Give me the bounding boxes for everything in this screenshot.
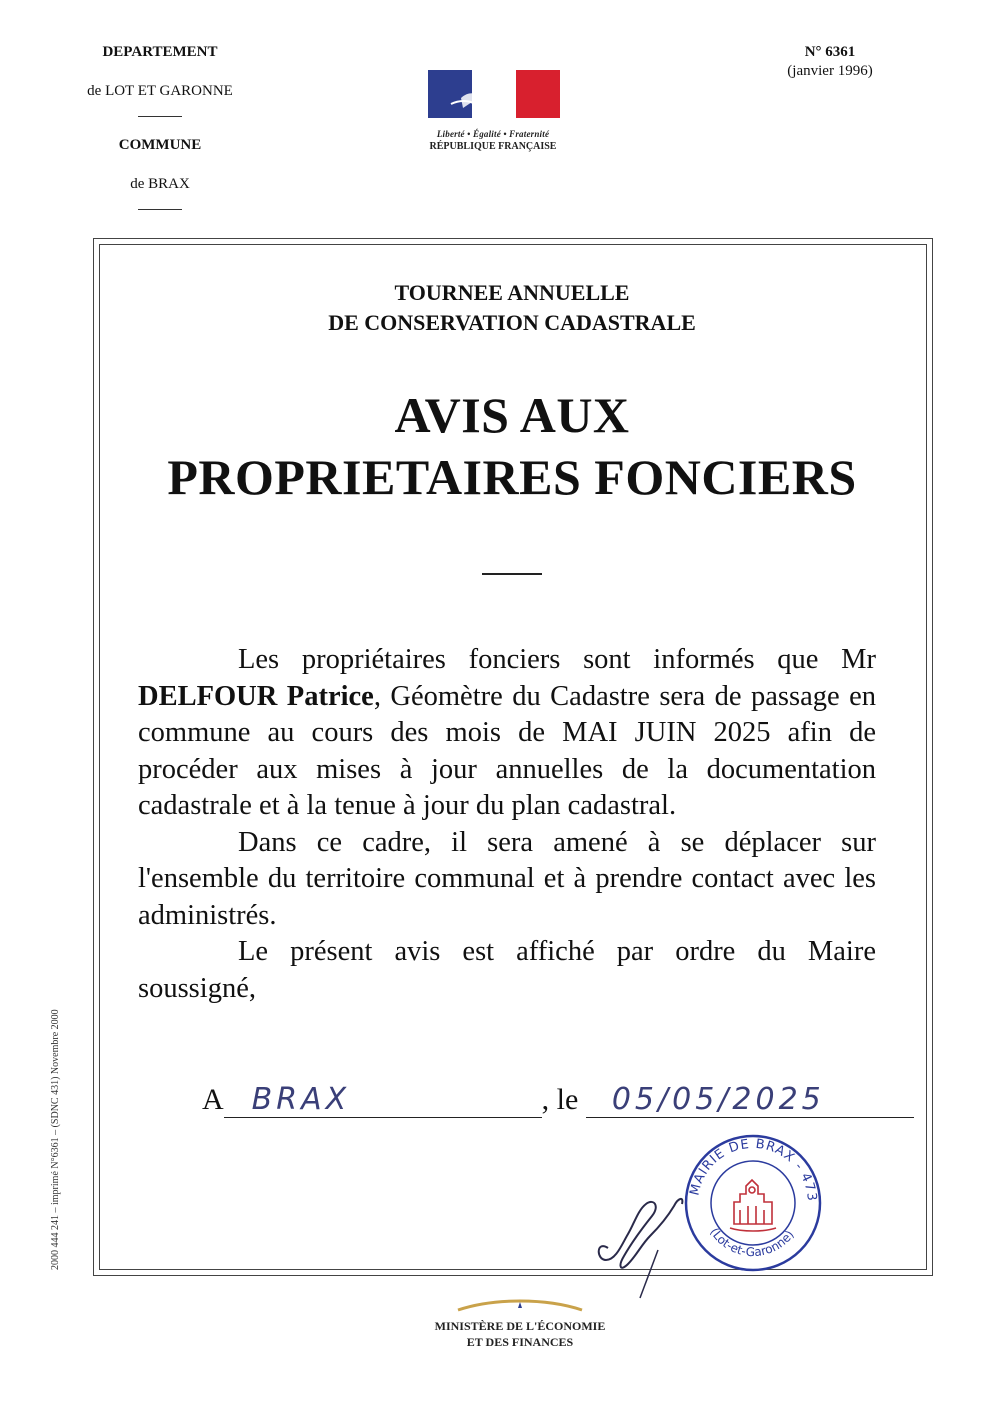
header-divider xyxy=(138,209,182,210)
logo-motto: Liberté • Égalité • Fraternité xyxy=(436,129,550,139)
paragraph-1: Les propriétaires fonciers sont informés que Mr DELFOUR Patrice, Géomètre du Cadastre sera de passage en commune au cours des mois de MAI JUIN 2025 afin de procéder aux mises à jour annuelles de la documentation cadastrale et à la tenue à jour du plan cadastral. xyxy=(138,644,876,821)
svg-text:(Lot-et-Garonne): (Lot-et-Garonne) xyxy=(707,1225,797,1260)
republique-francaise-logo xyxy=(418,70,568,152)
header-divider xyxy=(138,116,182,117)
place-date-line xyxy=(202,1082,914,1118)
marianne-icon xyxy=(423,70,563,118)
place-value: BRAX xyxy=(251,1082,351,1117)
title-divider xyxy=(482,573,542,575)
place-field xyxy=(224,1082,542,1118)
header-left xyxy=(60,44,260,210)
subtitle-line-2: DE CONSERVATION CADASTRALE xyxy=(328,310,696,335)
paragraph-2: Dans ce cadre, il sera amené à se déplacer sur l'ensemble du territoire communal et à prendre contact avec les administrés. xyxy=(138,826,876,931)
form-date: (janvier 1996) xyxy=(787,63,873,79)
ministry-footer xyxy=(380,1318,660,1350)
title-line-2: PROPRIETAIRES FONCIERS xyxy=(167,449,857,505)
ministry-line-1: MINISTÈRE DE L'ÉCONOMIE xyxy=(434,1319,606,1333)
departement-name: de LOT ET GARONNE xyxy=(87,83,233,99)
departement-label: DEPARTEMENT xyxy=(102,44,218,60)
logo-republic-name: RÉPUBLIQUE FRANÇAISE xyxy=(429,141,557,152)
printer-reference: 2000 444 241 – imprimé N°6361 – (SDNC 431) Novembre 2000 xyxy=(50,1009,61,1270)
mairie-stamp xyxy=(682,1132,824,1274)
svg-text:MAIRIE DE BRAX - 47310: MAIRIE DE BRAX - 473 xyxy=(687,1136,820,1203)
commune-label: COMMUNE xyxy=(118,137,202,153)
notice-subtitle xyxy=(100,278,924,338)
ministry-line-2: ET DES FINANCES xyxy=(466,1335,574,1349)
subtitle-line-1: TOURNEE ANNUELLE xyxy=(394,280,630,305)
title-line-1: AVIS AUX xyxy=(394,387,630,443)
notice-title xyxy=(100,384,924,508)
stamp-icon xyxy=(682,1132,824,1274)
ministry-arc-icon xyxy=(454,1296,586,1314)
form-number: N° 6361 xyxy=(804,44,856,60)
date-value: 05/05/2025 xyxy=(611,1082,825,1117)
commune-name: de BRAX xyxy=(130,176,190,192)
geometre-name: DELFOUR Patrice xyxy=(138,680,374,712)
header-right xyxy=(740,44,920,80)
notice-body xyxy=(138,642,876,1007)
date-field xyxy=(586,1082,914,1118)
place-prefix: A xyxy=(202,1083,224,1116)
date-prefix: , le xyxy=(541,1083,579,1116)
paragraph-3: Le présent avis est affiché par ordre du Maire soussigné, xyxy=(138,936,876,1004)
